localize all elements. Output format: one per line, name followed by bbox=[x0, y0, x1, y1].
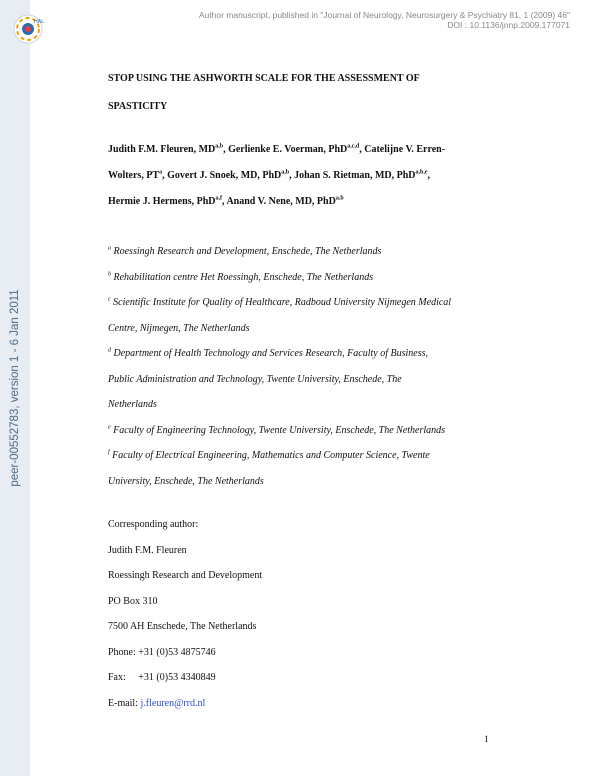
affiliation-continuation: Public Administration and Technology, Twente University, Enschede, The bbox=[108, 373, 402, 385]
affiliation-text: Rehabilitation centre Het Roessingh, Enschede, The Netherlands bbox=[113, 271, 374, 283]
hal-logo-icon bbox=[12, 13, 44, 45]
author-affil-marks: a,b,e bbox=[415, 169, 428, 176]
author-affil-marks: a,b bbox=[281, 169, 290, 176]
corresponding-fax: Fax: +31 (0)53 4340849 bbox=[108, 672, 216, 683]
author-name: Johan S. Rietman, MD, PhD bbox=[294, 170, 416, 181]
corresponding-email-line bbox=[108, 691, 508, 717]
affiliation-continuation: University, Enschede, The Netherlands bbox=[108, 475, 264, 487]
paper-title bbox=[108, 65, 528, 121]
corresponding-phone: Phone: +31 (0)53 4875746 bbox=[108, 646, 216, 658]
hal-logo-text: HAL bbox=[34, 19, 44, 25]
affiliation-item bbox=[108, 290, 508, 316]
author-affil-marks: a,c,d bbox=[347, 143, 360, 150]
author-name: Anand V. Nene, MD, PhD bbox=[226, 196, 336, 207]
corresponding-author-block bbox=[108, 512, 508, 716]
affiliation-text-part: Faculty of Electrical Engineering, Mathematics and Computer Science, Twente bbox=[112, 450, 430, 461]
affiliation-text: Faculty of Engineering Technology, Twente University, Enschede, The Netherlands bbox=[113, 424, 446, 436]
affiliation-item bbox=[108, 418, 508, 444]
affiliation-item bbox=[108, 239, 508, 265]
author-name-part: Catelijne V. Erren- bbox=[364, 144, 446, 155]
affiliation-mark: e bbox=[108, 424, 111, 431]
header-citation: Author manuscript, published in "Journal of Neurology, Neurosurgery & Psychiatry 81, 1 (2009) 46" bbox=[198, 10, 570, 20]
hal-sidebar bbox=[0, 0, 30, 776]
corresponding-org: Roessingh Research and Development bbox=[108, 570, 263, 581]
affiliation-text-part: Scientific Institute for Quality of Healthcare, Radboud University Nijmegen Medical bbox=[113, 297, 452, 308]
affiliation-continuation: Netherlands bbox=[108, 399, 157, 410]
affiliation-item bbox=[108, 265, 508, 291]
author-name: Judith F.M. Fleuren, MD bbox=[108, 144, 216, 155]
affiliation-mark: d bbox=[108, 347, 111, 354]
corresponding-name: Judith F.M. Fleuren bbox=[108, 544, 187, 556]
author-name: Hermie J. Hermens, PhD bbox=[108, 196, 216, 207]
hal-id-label: peer-00552783, version 1 - 6 Jan 2011 bbox=[9, 289, 21, 487]
author-affil-marks: a,b bbox=[215, 143, 224, 150]
author-line: Judith F.M. Fleuren, MD$^{a,b}$, Gerlienke E. Voerman, PhD$^{a,c,d}$, Catelijne V. Erren- bbox=[108, 143, 446, 155]
email-label: E-mail: bbox=[108, 697, 141, 709]
affiliation-text-part: Department of Health Technology and Services Research, Faculty of Business, bbox=[113, 348, 428, 359]
affiliation-continuation: Centre, Nijmegen, The Netherlands bbox=[108, 322, 250, 334]
manuscript-header bbox=[199, 10, 570, 30]
title-line-2: SPASTICITY bbox=[108, 101, 168, 112]
corresponding-pobox: PO Box 310 bbox=[108, 595, 158, 607]
page-number: 1 bbox=[484, 735, 489, 745]
corresponding-heading: Corresponding author: bbox=[108, 519, 199, 530]
affiliation-item bbox=[108, 341, 508, 367]
author-line: Hermie J. Hermens, PhD$^{a,f}$, Anand V. Nene, MD, PhD$^{a,b}$ bbox=[108, 195, 344, 207]
author-list bbox=[108, 137, 508, 215]
affiliation-mark: f bbox=[108, 449, 110, 456]
author-affil-marks: a,f bbox=[215, 195, 222, 202]
title-line-1: STOP USING THE ASHWORTH SCALE FOR THE ASSESSMENT OF bbox=[108, 73, 420, 84]
author-name-part: Wolters, PT bbox=[108, 170, 160, 181]
affiliation-item bbox=[108, 443, 508, 469]
corresponding-city: 7500 AH Enschede, The Netherlands bbox=[108, 621, 257, 632]
affiliation-list bbox=[108, 239, 508, 494]
email-link[interactable]: j.fleuren@rrd.nl bbox=[140, 697, 206, 709]
affiliation-mark: a bbox=[108, 245, 111, 252]
affiliation-mark: b bbox=[108, 271, 111, 278]
affiliation-mark: c bbox=[108, 296, 111, 303]
author-affil-marks: a,b bbox=[335, 195, 344, 202]
author-line: Wolters, $PT^a$, Govert J. Snoek, MD, PhD$^{a,b}$, Johan S. Rietman, MD, PhD$^{a,b,e}$, bbox=[108, 169, 431, 181]
header-doi: DOI : 10.1136/jnnp.2009.177071 bbox=[447, 20, 570, 30]
author-affil-marks: a bbox=[159, 169, 163, 176]
affiliation-text: Roessingh Research and Development, Enschede, The Netherlands bbox=[113, 246, 382, 257]
author-name: Govert J. Snoek, MD, PhD bbox=[167, 170, 282, 181]
author-name: Gerlienke E. Voerman, PhD bbox=[228, 144, 348, 155]
